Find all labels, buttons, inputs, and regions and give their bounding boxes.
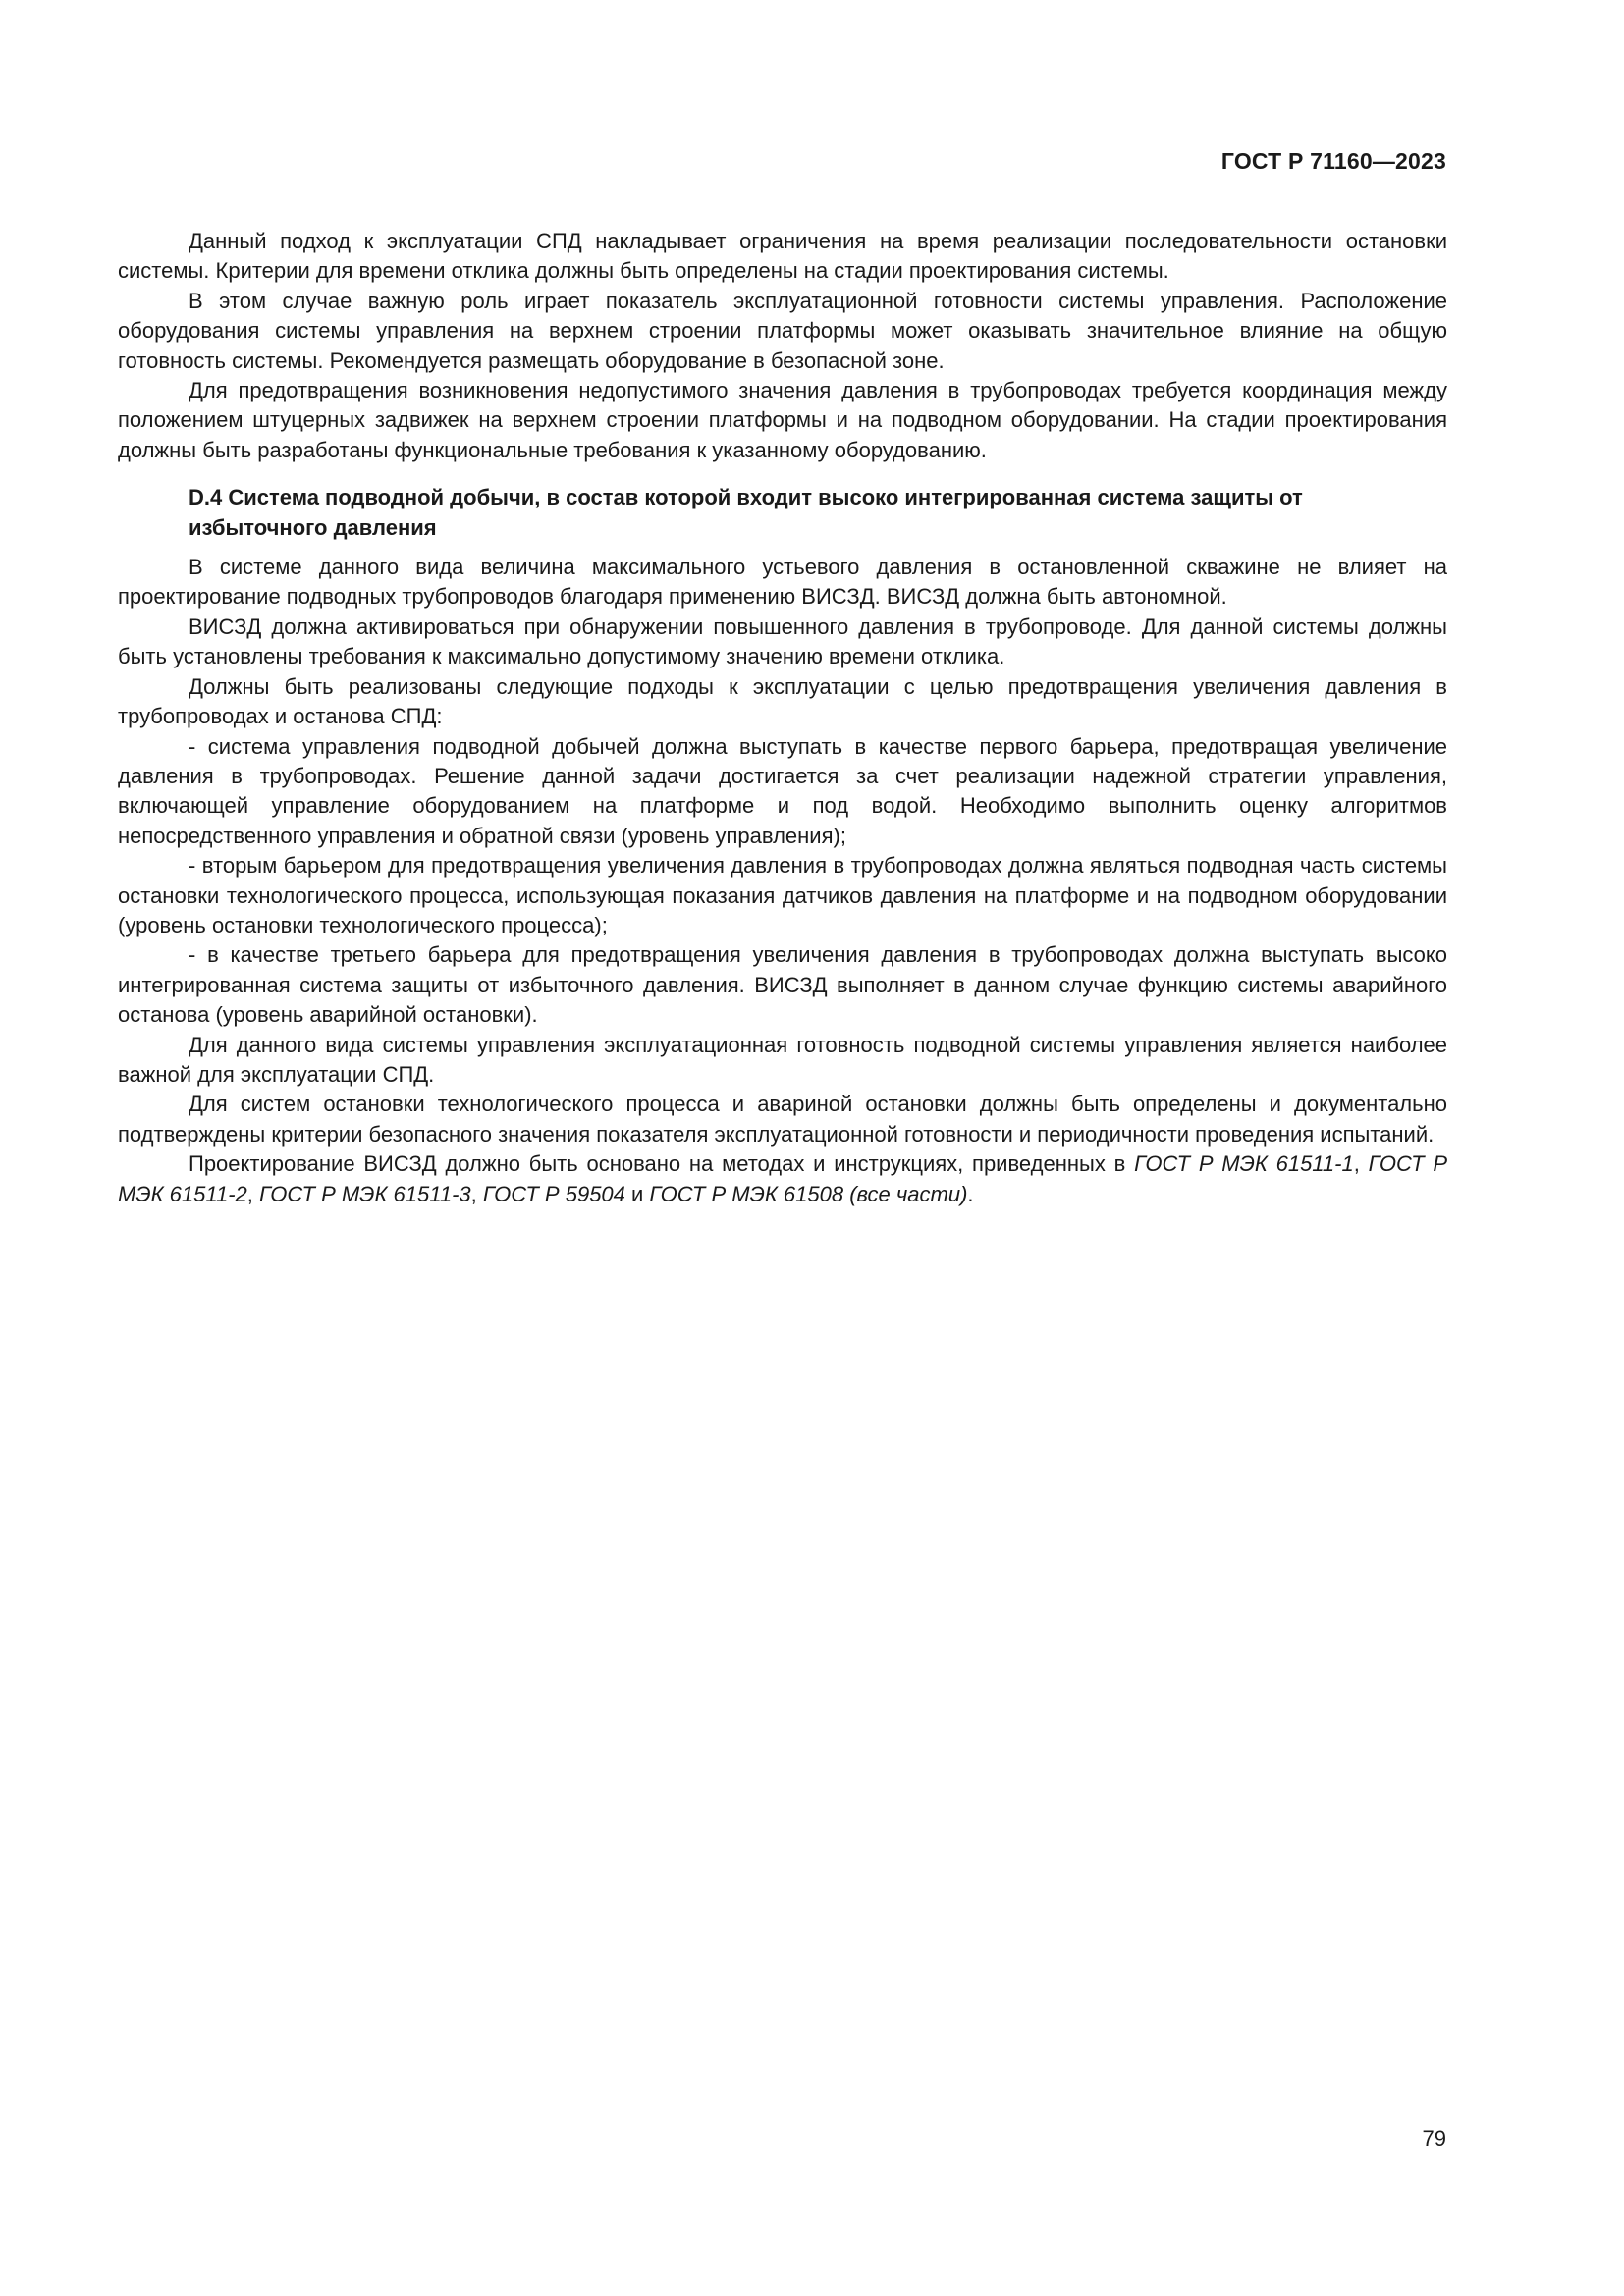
paragraph: Для систем остановки технологического процесса и авариной остановки должны быть определены и документально подтверждены критерии безопасного значения показателя эксплуатационной готовности и периодичности проведения испытаний.: [118, 1092, 1447, 1147]
paragraph: Для предотвращения возникновения недопустимого значения давления в трубопроводах требуется координация между положением штуцерных задвижек на верхнем строении платформы и на подводном оборудовании. На стадии проектирования должны быть разработаны функциональные требования к указанному оборудованию.: [118, 378, 1447, 462]
standard-reference: ГОСТ Р МЭК 61511-2: [118, 1151, 1447, 1206]
paragraph: ВИСЗД должна активироваться при обнаружении повышенного давления в трубопроводе. Для данной системы должны быть установлены требования к максимально допустимому значению времени отклика.: [118, 614, 1447, 669]
paragraph: В этом случае важную роль играет показатель эксплуатационной готовности системы управления. Расположение оборудования системы управления на верхнем строении платформы может оказывать значительное влияние на общую готовность системы. Рекомендуется размещать оборудование в безопасной зоне.: [118, 288, 1447, 373]
separator: и: [624, 1181, 650, 1206]
separator: ,: [470, 1181, 483, 1206]
references-end: .: [967, 1181, 974, 1206]
paragraph: Должны быть реализованы следующие подходы к эксплуатации с целью предотвращения увеличения давления в трубопроводах и останова СПД:: [118, 673, 1447, 729]
list-item: - система управления подводной добычей должна выступать в качестве первого барьера, предотвращая увеличение давления в трубопроводах. Решение данной задачи достигается за счет реализации надежной стратегии управления, включающей управление оборудованием на платформе и под водой. Необходимо выполнить оценку алгоритмов непосредственного управления и обратной связи (уровень управления);: [118, 733, 1447, 848]
list-item: - в качестве третьего барьера для предотвращения увеличения давления в трубопроводах должна выступать высоко интегрированная система защиты от избыточного давления. ВИСЗД выполняет в данном случае функцию системы аварийного останова (уровень аварийной остановки).: [118, 942, 1447, 1028]
standard-reference: ГОСТ Р МЭК 61511-3: [259, 1181, 471, 1206]
document-id-header: ГОСТ Р 71160—2023: [1220, 148, 1446, 174]
paragraph: Данный подход к эксплуатации СПД накладывает ограничения на время реализации последовательности остановки системы. Критерии для времени отклика должны быть определены на стадии проектирования системы.: [118, 229, 1447, 284]
standard-reference: ГОСТ Р 59504: [482, 1181, 625, 1206]
section-heading: D.4 Система подводной добычи, в состав которой входит высоко интегрированная система защиты от избыточного давления: [189, 485, 1303, 540]
references-lead: Проектирование ВИСЗД должно быть основано на методах и инструкциях, приведенных в: [189, 1151, 1135, 1177]
paragraph: Для данного вида системы управления эксплуатационная готовность подводной системы управления является наиболее важной для эксплуатации СПД.: [118, 1032, 1447, 1087]
separator: ,: [246, 1181, 260, 1206]
page-number: 79: [1422, 2126, 1446, 2151]
standard-reference: ГОСТ Р МЭК 61508 (все части): [649, 1181, 968, 1206]
list-item: - вторым барьером для предотвращения увеличения давления в трубопроводах должна являться подводная часть системы остановки технологического процесса, использующая показания датчиков давления на платформе и на подводном оборудовании (уровень остановки технологического процесса);: [118, 853, 1447, 937]
references-paragraph: [118, 1149, 1447, 1209]
standard-reference: ГОСТ Р МЭК 61511-1: [1134, 1151, 1354, 1177]
paragraph: В системе данного вида величина максимального устьевого давления в остановленной скважине не влияет на проектирование подводных трубопроводов благодаря применению ВИСЗД. ВИСЗД должна быть автономной.: [118, 555, 1447, 610]
separator: ,: [1353, 1151, 1369, 1177]
document-body: [118, 227, 1447, 1209]
